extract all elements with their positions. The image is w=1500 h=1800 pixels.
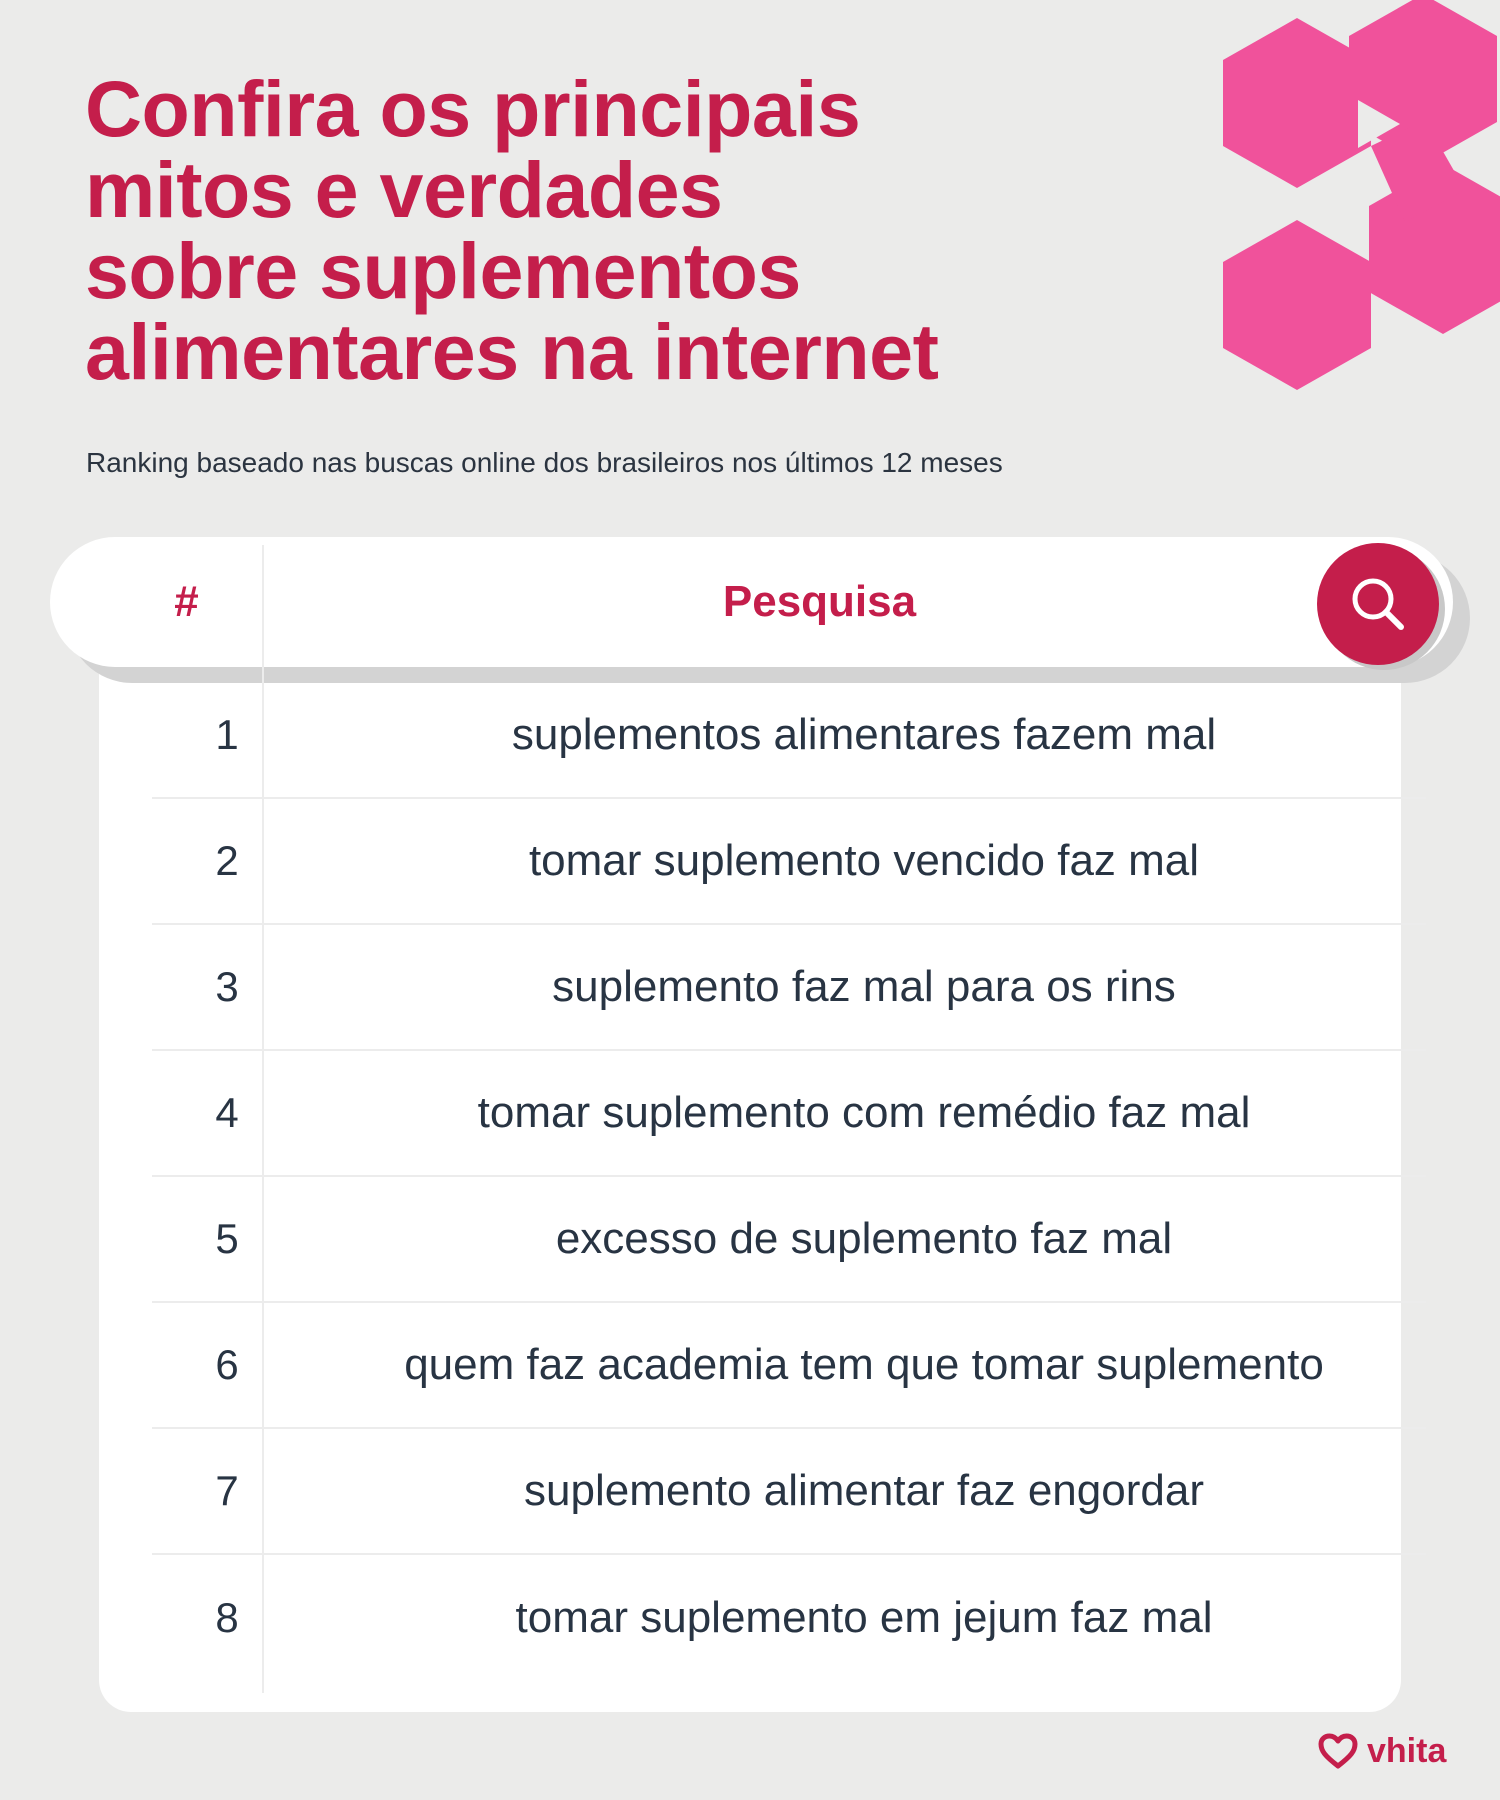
search-query: suplementos alimentares fazem mal [511, 710, 1217, 759]
table-row [152, 1555, 1426, 1681]
table-row [152, 1177, 1426, 1303]
search-icon [1345, 571, 1411, 637]
search-query: tomar suplemento vencido faz mal [528, 836, 1200, 885]
title-line: mitos e verdades [85, 145, 723, 234]
hexagon-decoration [1165, 0, 1500, 420]
column-header-rank: # [174, 577, 199, 626]
rank-number: 6 [215, 1341, 239, 1388]
table-row [152, 925, 1426, 1051]
rank-number: 5 [215, 1215, 239, 1262]
ranking-list [112, 673, 1426, 1681]
search-query: quem faz academia tem que tomar suplemento [404, 1340, 1324, 1389]
title-line: Confira os principais [85, 64, 861, 153]
title-line: alimentares na internet [85, 307, 939, 396]
page-subtitle: Ranking baseado nas buscas online dos brasileiros nos últimos 12 meses [86, 447, 1003, 478]
title-line: sobre suplementos [85, 226, 801, 315]
search-query: suplemento alimentar faz engordar [524, 1466, 1204, 1515]
rank-number: 8 [215, 1594, 239, 1641]
search-query: tomar suplemento em jejum faz mal [515, 1593, 1213, 1642]
search-query: suplemento faz mal para os rins [552, 962, 1176, 1011]
rank-number: 3 [215, 963, 239, 1010]
search-query: excesso de suplemento faz mal [555, 1214, 1173, 1263]
search-button[interactable] [1317, 543, 1439, 665]
heart-icon [1317, 1732, 1359, 1770]
table-row [152, 1303, 1426, 1429]
brand-logo [1317, 1731, 1446, 1771]
brand-name: vhita [1367, 1732, 1447, 1770]
table-row [152, 1051, 1426, 1177]
table-row [152, 1429, 1426, 1555]
rank-number: 4 [215, 1089, 239, 1136]
page-title [85, 64, 1145, 396]
rank-number: 1 [215, 711, 239, 758]
search-query: tomar suplemento com remédio faz mal [477, 1088, 1251, 1137]
rank-number: 7 [215, 1467, 239, 1514]
table-row [152, 673, 1426, 799]
rank-number: 2 [215, 837, 239, 884]
column-header-query: Pesquisa [722, 577, 917, 626]
table-row [152, 799, 1426, 925]
